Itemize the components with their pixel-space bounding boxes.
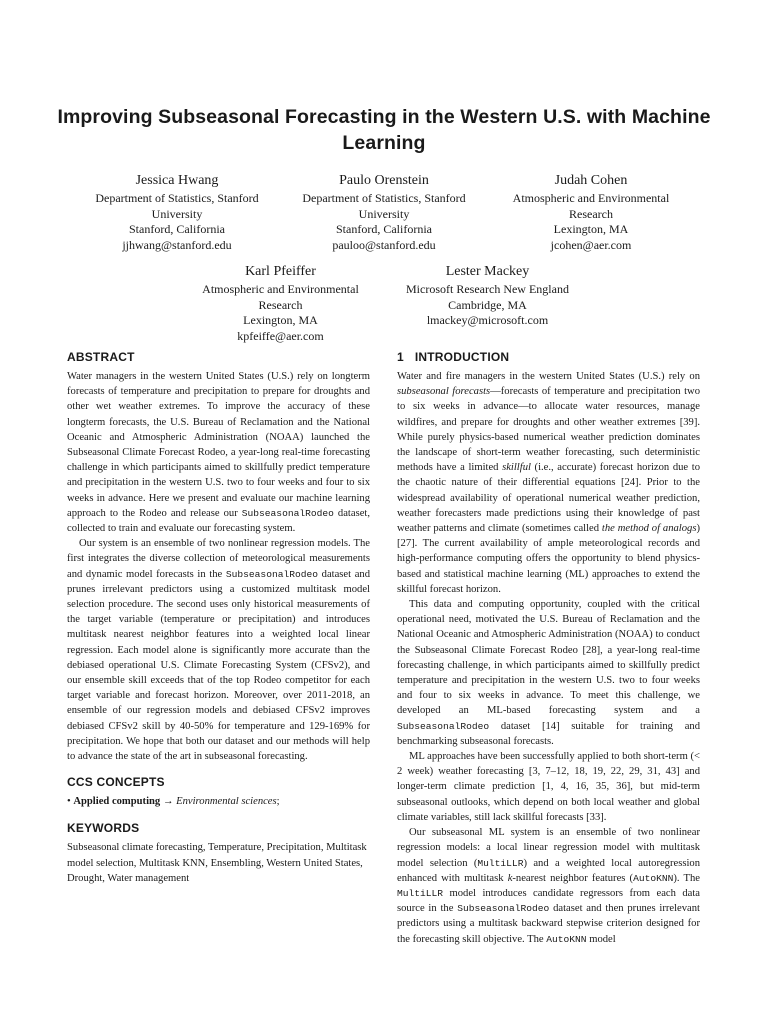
section-number: 1 xyxy=(397,350,404,364)
arrow-icon: → xyxy=(162,796,174,808)
code-dataset-name: SubseasonalRodeo xyxy=(241,507,334,519)
author-block xyxy=(281,171,488,253)
code-dataset-name: SubseasonalRodeo xyxy=(397,720,490,732)
author-affiliation: Department of Statistics, Stanford xyxy=(95,191,259,205)
abstract-paragraph-1 xyxy=(67,369,370,536)
author-location: Stanford, California xyxy=(336,222,432,236)
text-run: ) [27]. The current availability of ample meteorological records and high-performance computing offers the opportunity to blend physics-based and statistical machine learning (ML) approaches to extend the skillful forecast horizon. xyxy=(397,523,700,595)
text-run: the method of analogs xyxy=(601,523,697,535)
authors-row-2 xyxy=(60,262,708,344)
author-block xyxy=(74,171,281,253)
text-run: ). The xyxy=(673,872,700,884)
intro-paragraph-3: ML approaches have been successfully applied to both short-term (< 2 week) weather forecasting [3, 7–12, 18, 19, 22, 29, 31, 43] and longer-term climate prediction [1, 4, 16, 35, 36], but mid-term subseasonal outlooks, which depend on both local weather and global climate variables, still lack skillful forecasts [33]. xyxy=(397,751,700,823)
abstract-heading: ABSTRACT xyxy=(67,350,135,364)
ccs-subcategory: Environmental sciences xyxy=(176,796,277,808)
author-affiliation: Atmospheric and Environmental xyxy=(202,282,359,296)
intro-paragraph-2 xyxy=(397,597,700,749)
author-email: pauloo@stanford.edu xyxy=(332,237,436,252)
code-model-name: MultiLLR xyxy=(397,887,444,899)
author-affiliation: University xyxy=(358,206,410,221)
text-run: —forecasts of temperature and precipitation two to six weeks in advance—to allocate water resources, manage wildfires, and prepare for droughts and other weather extremes [39]. While purely physics-based numerical weather prediction dominates the landscape of short-term weather forecasting, such deterministic methods have a limited xyxy=(397,386,700,474)
author-name: Paulo Orenstein xyxy=(339,173,429,188)
author-location: Stanford, California xyxy=(129,222,225,236)
code-model-name: AutoKNN xyxy=(633,872,674,884)
author-affiliation: Research xyxy=(258,297,303,312)
author-email: jcohen@aer.com xyxy=(550,237,632,252)
author-email: jjhwang@stanford.edu xyxy=(122,237,232,252)
author-name: Lester Mackey xyxy=(445,264,530,279)
section-title: INTRODUCTION xyxy=(414,350,510,364)
code-dataset-name: SubseasonalRodeo xyxy=(225,568,319,580)
author-name: Karl Pfeiffer xyxy=(245,264,316,279)
author-affiliation: Research xyxy=(569,206,613,221)
text-run: subseasonal forecasts xyxy=(397,386,491,398)
text-run: model introduces candidate regressors from each data source in the xyxy=(397,887,700,915)
text-run: skillful xyxy=(502,462,531,474)
intro-paragraph-1 xyxy=(397,369,700,597)
text-run: dataset and then prunes irrelevant predictors using a multitask backward stepwise criterion designed for the forecasting skill objective. The xyxy=(397,903,700,945)
text-run: dataset, collected to train and evaluate our forecasting system. xyxy=(67,507,370,535)
text-run: This data and computing opportunity, coupled with the critical operational need, motivated the U.S. Bureau of Reclamation and the National Oceanic and Atmospheric Administration (NOAA) to conduct the Subseasonal Climate Forecast Rodeo [28], a year-long real-time forecasting challenge, in which participants aimed to skillfully predict temperature and precipitation in the western U.S. two to four weeks and four to six weeks in advance. To meet this challenge, we developed an ML-based forecasting system and a xyxy=(397,599,700,717)
author-affiliation: University xyxy=(151,206,203,221)
introduction-heading xyxy=(397,348,700,366)
author-name: Judah Cohen xyxy=(554,173,628,188)
ccs-category: Applied computing xyxy=(73,796,161,808)
intro-paragraph-4 xyxy=(397,825,700,947)
code-model-name: AutoKNN xyxy=(546,933,587,945)
author-email: kpfeiffe@aer.com xyxy=(237,328,324,343)
author-affiliation: Department of Statistics, Stanford xyxy=(302,191,466,205)
text-run: ; xyxy=(276,796,280,808)
author-block xyxy=(488,171,695,253)
author-block xyxy=(384,262,591,344)
author-block xyxy=(177,262,384,344)
authors-row-1 xyxy=(60,171,708,253)
text-run: (i.e., accurate) forecast horizon due to the chaotic nature of their differential equations [24]. Prior to the widespread availability of operational numerical weather prediction, weather forecasters made predictions using their knowledge of past weather patterns and climate (sometimes called xyxy=(397,462,700,535)
author-location: Lexington, MA xyxy=(243,313,318,327)
ccs-heading: CCS CONCEPTS xyxy=(67,775,165,790)
text-run: dataset and prunes irrelevant predictors using a customized multitask model selection procedure. The second uses only historical measurements of the target variable (temperature or precipitation) and introduces multitask nearest neighbor features into a weighted local linear regression. Each model alone is significantly more accurate than the debiased operational U.S. Climate Forecasting System (CFSv2), and our ensemble skill exceeds that of the top Rodeo competitor for each target variable and forecast horizon. Moreover, over 2011-2018, an ensemble of our regression models and debiased CFSv2 improves debiased CFSv2 skill by 40-50% for temperature and 129-169% for precipitation. We hope that both our dataset and our methods will help to advance the state of the art in subseasonal forecasting. xyxy=(67,568,370,763)
bullet: • xyxy=(67,796,71,808)
text-run: Water managers in the western United States (U.S.) rely on longterm forecasts of temperature and precipitation to prepare for droughts and other wet weather extremes. To improve the accuracy of these longterm forecasts, the U.S. Bureau of Reclamation and the National Oceanic and Atmospheric Administration (NOAA) launched the Subseasonal Climate Forecast Rodeo, a year-long real-time forecasting challenge in which participants aimed to skillfully predict temperature and precipitation in the western U.S. two to four weeks and four to six weeks in advance. Here we present and evaluate our machine learning approach to the Rodeo and release our xyxy=(67,371,370,519)
author-email: lmackey@microsoft.com xyxy=(426,313,549,327)
author-location: Lexington, MA xyxy=(553,222,629,236)
text-run: k xyxy=(507,872,513,884)
author-affiliation: Cambridge, MA xyxy=(448,297,527,312)
text-run: ) and a weighted local autoregression enhanced with multitask xyxy=(397,857,700,884)
author-name: Jessica Hwang xyxy=(135,173,219,188)
ccs-item xyxy=(67,794,370,809)
text-run: Our subseasonal ML system is an ensemble of two nonlinear regression models: a local linear regression model with multitask model selection ( xyxy=(397,827,700,869)
text-run: Our system is an ensemble of two nonlinear regression models. The first integrates the diverse collection of meteorological measurements and dynamic model forecasts in the xyxy=(67,538,370,580)
paper-title: Improving Subseasonal Forecasting in the Western U.S. with Machine Learning xyxy=(57,106,711,154)
abstract-paragraph-2 xyxy=(67,536,370,764)
right-column xyxy=(397,348,700,947)
code-dataset-name: SubseasonalRodeo xyxy=(457,903,550,915)
text-run: model xyxy=(586,933,616,945)
text-run: dataset [14] suitable for training and benchmarking subseasonal forecasts. xyxy=(397,720,700,747)
left-column xyxy=(67,348,370,886)
code-model-name: MultiLLR xyxy=(477,857,524,869)
author-affiliation: Microsoft Research New England xyxy=(406,282,569,296)
keywords-heading: KEYWORDS xyxy=(67,821,140,836)
text-run: Water and fire managers in the western United States (U.S.) rely on xyxy=(397,371,700,382)
author-affiliation: Atmospheric and Environmental xyxy=(512,191,670,205)
text-run: -nearest neighbor features ( xyxy=(512,872,634,884)
keywords-text: Subseasonal climate forecasting, Temperature, Precipitation, Multitask model selection, Multitask KNN, Ensembling, Western United States, Drought, Water management xyxy=(67,842,367,884)
